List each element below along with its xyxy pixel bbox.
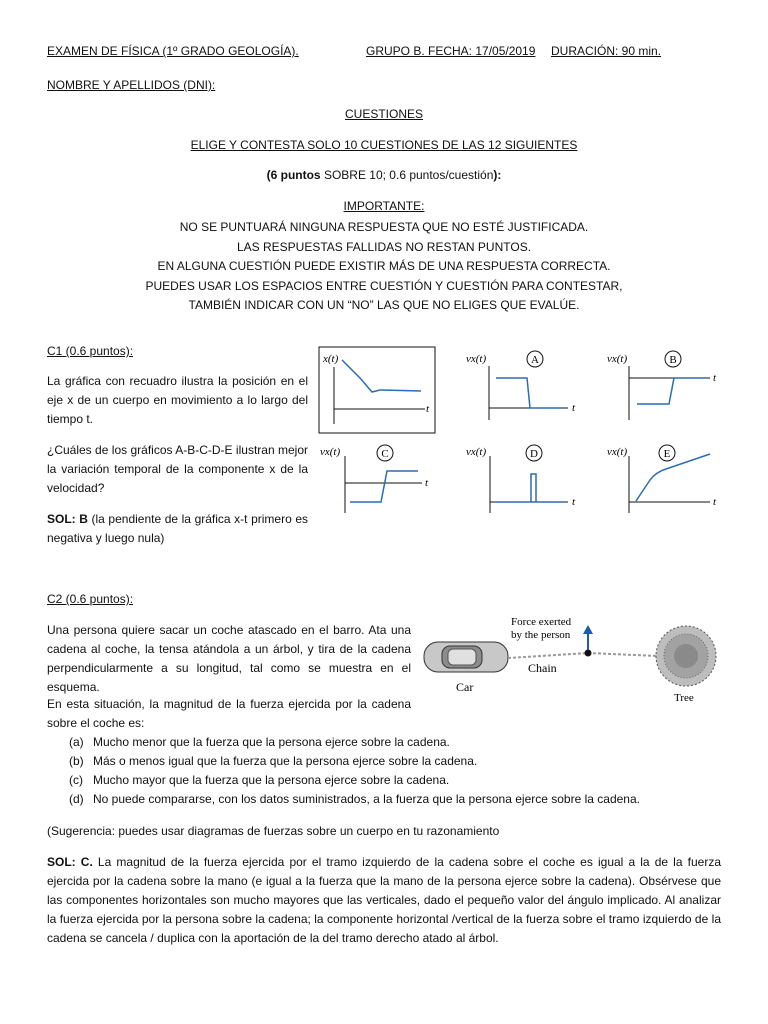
c2-hint: (Sugerencia: puedes usar diagramas de fuerzas sobre un cuerpo en tu razonamiento xyxy=(47,824,500,838)
force-label-1: Force exerted xyxy=(511,616,572,628)
option-text: Más o menos igual que la fuerza que la persona ejerce sobre la cadena. xyxy=(93,754,478,768)
graph-b-curve xyxy=(637,378,706,404)
exam-duration: DURACIÓN: 90 min. xyxy=(551,44,662,58)
force-label-2: by the person xyxy=(511,629,571,641)
exam-group-date: GRUPO B. FECHA: 17/05/2019 xyxy=(366,44,536,58)
c1-question: ¿Cuáles de los gráficos A-B-C-D-E ilustran mejor la variación temporal de la componente x de la velocidad? xyxy=(47,443,308,495)
exam-title: EXAMEN DE FÍSICA (1º GRADO GEOLOGÍA). xyxy=(47,44,299,58)
graph-c-curve xyxy=(350,471,418,502)
option-text: No puede compararse, con los datos suministrados, a la fuerza que la persona ejerce sobre la cadena. xyxy=(93,792,640,806)
section-title: CUESTIONES xyxy=(344,107,423,121)
graph-e-ylabel: vx(t) xyxy=(607,446,628,458)
option-c xyxy=(69,771,640,790)
graph-e-tlabel: t xyxy=(713,496,717,508)
option-text: Mucho menor que la fuerza que la persona ejerce sobre la cadena. xyxy=(93,735,450,749)
c2-options xyxy=(69,733,640,809)
option-label: (c) xyxy=(69,773,83,787)
important-title: IMPORTANTE: xyxy=(343,199,425,213)
graph-e-curve xyxy=(636,454,710,501)
c1-sol-label: SOL: B xyxy=(47,512,88,526)
option-label: (d) xyxy=(69,792,84,806)
graph-d-letter: D xyxy=(530,448,538,460)
c2-question: En esta situación, la magnitud de la fuerza ejercida por la cadena sobre el coche es: xyxy=(47,697,411,730)
option-a xyxy=(69,733,640,752)
c1-graphs xyxy=(310,338,730,528)
c1-solution xyxy=(47,510,308,548)
c2-sol-label: SOL: C. xyxy=(47,855,93,869)
main-graph-ylabel: x(t) xyxy=(323,353,339,365)
tree-icon xyxy=(656,626,716,686)
graph-c-ylabel: vx(t) xyxy=(320,446,341,458)
person-point xyxy=(585,650,592,657)
important-list xyxy=(0,218,768,316)
c2-diagram xyxy=(418,610,730,702)
important-line: NO SE PUNTUARÁ NINGUNA RESPUESTA QUE NO ESTÉ JUSTIFICADA. xyxy=(179,220,589,234)
important-line: TAMBIÉN INDICAR CON UN “NO” LAS QUE NO ELIGES QUE EVALÚE. xyxy=(188,298,580,312)
points-close: ): xyxy=(493,168,502,182)
option-d xyxy=(69,790,640,809)
c1-sol-text: (la pendiente de la gráfica x-t primero es negativa y luego nula) xyxy=(47,512,309,545)
chain-label: Chain xyxy=(528,661,557,675)
important-line: LAS RESPUESTAS FALLIDAS NO RESTAN PUNTOS. xyxy=(236,239,532,254)
option-label: (a) xyxy=(69,735,84,749)
chain-left xyxy=(508,653,588,658)
force-arrow-head xyxy=(583,625,593,634)
graph-d-curve xyxy=(496,474,564,502)
tree-label: Tree xyxy=(674,692,694,702)
c2-sol-text: La magnitud de la fuerza ejercida por el tramo izquierdo de la cadena sobre el coche es igual a la de la fuerza ejercida por la cadena sobre la mano (e igual a la fuerza que la mano de la persona ejerce sobre la cadena). Obsérvese que las componentes horizontales son mucho mayores que las verticales, dado el pequeño valor del ángulo implicado. Al analizar la fuerza ejercida por la persona sobre la cadena; la componente horizontal /vertical de la fuerza sobre el tramo izquierdo de la cadena se cancela / duplica con la aportación de la del tramo derecho atado al árbol. xyxy=(47,855,722,945)
important-line: PUEDES USAR LOS ESPACIOS ENTRE CUESTIÓN Y CUESTIÓN PARA CONTESTAR, xyxy=(145,278,623,293)
option-label: (b) xyxy=(69,754,84,768)
car-icon xyxy=(424,642,508,672)
graph-b-ylabel: vx(t) xyxy=(607,353,628,365)
main-graph-tlabel: t xyxy=(426,403,430,415)
graph-a-ylabel: vx(t) xyxy=(466,353,487,365)
c1-statement: La gráfica con recuadro ilustra la posición en el eje x de un cuerpo en movimiento a lo largo del tiempo t. xyxy=(47,374,308,426)
name-label: NOMBRE Y APELLIDOS (DNI): xyxy=(47,78,216,92)
points-rest: SOBRE 10; 0.6 puntos/cuestión xyxy=(320,168,494,182)
graph-a-letter: A xyxy=(531,354,539,366)
chain-right xyxy=(588,653,658,656)
graph-c-tlabel: t xyxy=(425,477,429,489)
graph-e-letter: E xyxy=(663,448,671,460)
points-line xyxy=(0,168,768,182)
points-bold: (6 puntos xyxy=(266,168,321,182)
instruction: ELIGE Y CONTESTA SOLO 10 CUESTIONES DE LAS 12 SIGUIENTES xyxy=(190,138,578,152)
option-text: Mucho mayor que la fuerza que la persona ejerce sobre la cadena. xyxy=(93,773,450,787)
car-label: Car xyxy=(456,680,474,694)
c1-title: C1 (0.6 puntos): xyxy=(47,344,134,358)
c2-title: C2 (0.6 puntos): xyxy=(47,592,134,606)
graph-c-letter: C xyxy=(381,448,389,460)
graph-b-tlabel: t xyxy=(713,372,717,384)
graph-a-curve xyxy=(496,378,562,408)
graph-b-letter: B xyxy=(669,354,677,366)
graph-d-ylabel: vx(t) xyxy=(466,446,487,458)
c2-statement: Una persona quiere sacar un coche atascado en el barro. Ata una cadena al coche, la tensa atándola a un árbol, y tira de la cadena perpendicularmente a su longitud, tal como se muestra en el esquema. xyxy=(47,623,411,694)
graph-a-tlabel: t xyxy=(572,402,576,414)
main-graph-curve xyxy=(342,360,421,392)
graph-d-tlabel: t xyxy=(572,496,576,508)
c2-solution xyxy=(47,853,721,948)
option-b xyxy=(69,752,640,771)
important-line: EN ALGUNA CUESTIÓN PUEDE EXISTIR MÁS DE UNA RESPUESTA CORRECTA. xyxy=(157,259,611,273)
